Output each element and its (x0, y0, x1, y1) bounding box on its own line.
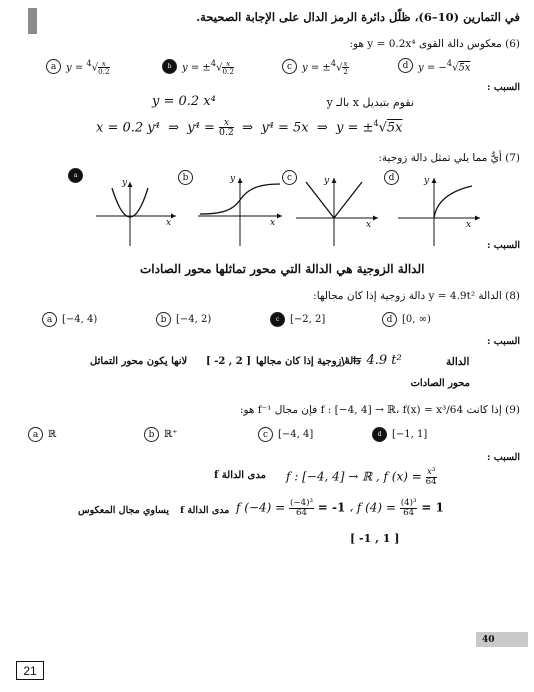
q9-option-b[interactable] (144, 427, 178, 442)
y-axis-label: y (424, 176, 430, 186)
option-circle-a[interactable]: a (42, 312, 57, 327)
question-7-text: (7) أيٌّ مما يلي تمثل دالة زوجية: (378, 152, 520, 164)
q6-option-b[interactable] (162, 58, 234, 76)
option-circle-c[interactable]: c (282, 170, 297, 185)
fraction-den: 0.2 (219, 127, 234, 139)
q8-option-d-label: [0, ∞) (402, 314, 431, 325)
q7-option-b[interactable] (178, 170, 286, 250)
q6-option-c[interactable] (282, 58, 349, 76)
fraction-num: x (98, 60, 109, 68)
x-axis-label: x (466, 220, 472, 230)
option-circle-c[interactable]: c (258, 427, 273, 442)
radicand-fraction (222, 60, 233, 75)
q9-work-line-2-mid-text: مدى الدالة f (180, 505, 230, 516)
q9-option-c[interactable] (258, 427, 313, 442)
fraction-num: x³ (426, 467, 436, 477)
option-circle-c-selected[interactable]: c (270, 312, 285, 327)
radicand: 5x (458, 62, 471, 74)
x-axis-label: x (270, 218, 276, 228)
q9-option-b-label: ℝ⁺ (164, 429, 178, 440)
instructions-header: في التمارين (10–6)، ظلّل دائرة الرمز الدال على الإجابة الصحيحة. (196, 10, 520, 24)
question-9-text: (9) إذا كانت f : [−4, 4] → ℝ، f(x) = x³/64 فإن مجال f⁻¹ هو: (239, 404, 520, 416)
option-circle-c[interactable]: c (282, 59, 297, 74)
option-circle-a[interactable]: a (46, 59, 61, 74)
option-circle-b[interactable]: b (144, 427, 159, 442)
x-axis-label: x (366, 220, 372, 230)
q7-option-c[interactable] (282, 170, 382, 250)
x-axis-label: x (166, 218, 172, 228)
y-axis-label: y (122, 178, 128, 188)
root-index: 4 (210, 58, 217, 68)
page-number: 21 (16, 661, 44, 680)
side-page-tab: 40 (476, 632, 528, 647)
q8-option-c[interactable] (270, 312, 325, 327)
q7-option-d[interactable] (384, 170, 484, 250)
fraction-den: 64 (403, 507, 415, 518)
work-result: = -1 (317, 500, 346, 515)
q9-reason-label: السبب : (486, 452, 520, 463)
q6-option-a-expression: y = $^4$√ $\frac{x}{0.2}$ (66, 58, 110, 77)
q8-answer-word-2: دالة زوجية إذا كان مجالها (256, 356, 361, 367)
q8-option-b-label: [−4, 2) (176, 314, 212, 325)
work-step: y⁴ = 5x (261, 120, 309, 136)
q9-work-line-1-math (286, 468, 437, 486)
q8-option-a[interactable] (42, 312, 97, 327)
fraction-num: (4)³ (400, 498, 417, 508)
q6-option-d[interactable] (398, 58, 471, 73)
work-step: f : [−4, 4] → ℝ , f (x) = (286, 469, 422, 484)
q8-answer-interval: [ -2 , 2 ] (206, 356, 251, 367)
q9-option-c-label: [−4, 4] (278, 429, 314, 440)
q6-reason-label: السبب : (486, 82, 520, 93)
fraction-den: 0.2 (222, 67, 234, 77)
q8-option-d[interactable] (382, 312, 431, 327)
radicand-fraction (98, 60, 109, 75)
option-circle-a-selected[interactable]: a (68, 168, 83, 183)
q9-option-d[interactable] (372, 427, 427, 442)
option-circle-b-selected[interactable]: b (162, 59, 177, 74)
work-step: ، f (4) = (349, 500, 396, 515)
y-axis-label: y (324, 176, 330, 186)
q7-reason-label: السبب : (486, 240, 520, 251)
q9-option-a-label: ℝ (48, 429, 57, 440)
q9-work-line-2-math (236, 499, 444, 517)
work-step: x = 0.2 y⁴ (96, 120, 160, 136)
q9-work-line-1-text: مدى الدالة f (214, 470, 266, 481)
sign: − (438, 62, 447, 74)
q6-option-c-expression: y = ±$^4$√ $\frac{x}{2}$ (302, 58, 348, 77)
q8-option-c-label: [−2, 2] (290, 314, 326, 325)
root-index: 4 (86, 58, 92, 68)
work-fraction (289, 499, 314, 517)
radicand: 5x (386, 120, 403, 136)
graph-c-absolute (282, 170, 382, 250)
q9-option-a[interactable] (28, 427, 56, 442)
option-circle-d-selected[interactable]: d (372, 427, 387, 442)
q6-option-b-expression: y = ±$^4$√ $\frac{x}{0.2}$ (182, 58, 234, 77)
question-8-text: (8) الدالة y = 4.9t² دالة زوجية إذا كان مجالها: (313, 290, 520, 302)
q8-option-b[interactable] (156, 312, 211, 327)
option-circle-d[interactable]: d (384, 170, 399, 185)
q6-work-line-3: x = 0.2 y⁴ ⇒ y⁴ = $\frac{x}{0.2}$ ⇒ y⁴ = 5x ⇒ y = ±$^4$√5x (96, 117, 403, 139)
q8-answer-equation: y = 4.9 t² (340, 353, 402, 368)
sign: ± (322, 62, 331, 74)
root-index: 4 (330, 58, 337, 68)
work-step: y⁴ = (187, 120, 215, 136)
option-circle-b[interactable]: b (156, 312, 171, 327)
header-bar-marker (28, 8, 37, 34)
fraction-num: x (219, 118, 234, 128)
sign: ± (202, 62, 211, 74)
work-result: = 1 (421, 500, 444, 515)
q8-answer-word-3: لانها يكون محور التماثل (90, 356, 188, 367)
y-axis-label: y (230, 174, 236, 184)
fraction-den: 64 (295, 507, 307, 518)
root-index: 4 (446, 58, 453, 68)
fraction-num: (−4)³ (290, 498, 313, 508)
fraction-num: x (343, 59, 348, 69)
radicand-fraction (342, 60, 348, 75)
q6-option-d-expression: y = −$^4$√5x (418, 58, 471, 74)
q7-answer: الدالة الزوجية هي الدالة التي محور تماثلها محور الصادات (140, 262, 425, 276)
q8-answer-line-2: محور الصادات (410, 378, 470, 389)
q9-work-line-2-left-text: يساوي مجال المعكوس (78, 505, 170, 516)
work-step: y = ± (336, 120, 374, 136)
work-step: f (−4) = (236, 500, 286, 515)
option-circle-d[interactable]: d (382, 312, 397, 327)
work-fraction (400, 499, 418, 517)
question-6-text: (6) معكوس دالة القوى y = 0.2x⁴ هو: (349, 38, 520, 50)
fraction-den: 0.2 (98, 67, 110, 77)
q8-reason-label: السبب : (486, 336, 520, 347)
fraction-den: 2 (343, 67, 348, 77)
fraction-den: 64 (425, 476, 437, 487)
q7-option-a[interactable] (68, 168, 178, 250)
q8-answer-word-1: الدالة (446, 356, 470, 368)
q6-work-line-1: y = 0.2 x⁴ (152, 94, 216, 109)
work-fraction (219, 118, 234, 138)
option-circle-d[interactable]: d (398, 58, 413, 73)
graph-d-sqrt (384, 170, 484, 250)
q9-work-line-3: [ -1 , 1 ] (350, 532, 400, 545)
fraction-num: x (222, 60, 233, 68)
option-circle-a[interactable]: a (28, 427, 43, 442)
q6-option-a[interactable] (46, 58, 110, 76)
q8-option-a-label: [−4, 4) (62, 314, 98, 325)
q9-option-d-label: [−1, 1] (392, 429, 428, 440)
work-fraction (426, 468, 437, 486)
q6-work-line-2: نقوم بتبديل x بالـ y (326, 96, 414, 109)
option-circle-b[interactable]: b (178, 170, 193, 185)
